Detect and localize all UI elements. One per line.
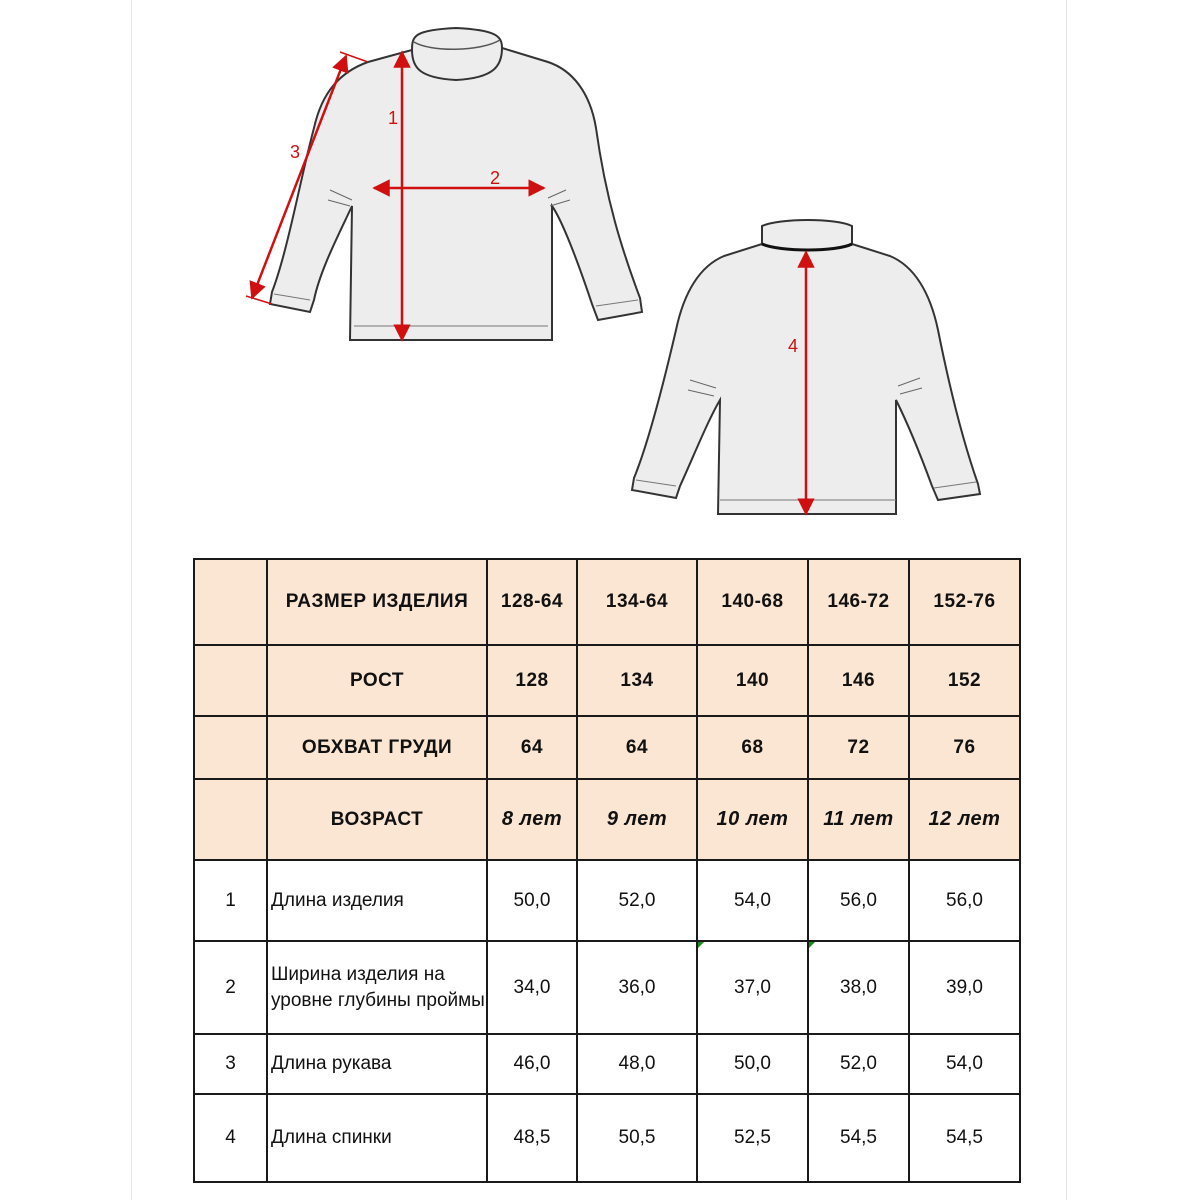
- header-value-cell: 128-64: [487, 559, 577, 645]
- measurement-value: 52,0: [808, 1034, 909, 1094]
- header-value-cell: 128: [487, 645, 577, 716]
- header-value-cell: 152: [909, 645, 1020, 716]
- header-value-cell: 146: [808, 645, 909, 716]
- measurement-value: 52,0: [577, 860, 697, 941]
- measurement-row: [194, 1094, 1020, 1182]
- blank-cell: [194, 779, 267, 860]
- row-header-label: РОСТ: [267, 645, 487, 716]
- header-value-cell: 140: [697, 645, 808, 716]
- measurement-row: [194, 1034, 1020, 1094]
- header-value-cell: 9 лет: [577, 779, 697, 860]
- header-value-cell: 146-72: [808, 559, 909, 645]
- measurement-value: 37,0: [697, 941, 808, 1034]
- header-value-cell: 8 лет: [487, 779, 577, 860]
- measurement-number: 3: [194, 1034, 267, 1094]
- row-header-label: ВОЗРАСТ: [267, 779, 487, 860]
- front-label-2: 2: [490, 168, 501, 188]
- garment-diagram: [0, 0, 1200, 540]
- chest-row: [194, 716, 1020, 779]
- measurement-value: 48,0: [577, 1034, 697, 1094]
- front-label-3: 3: [290, 142, 301, 162]
- measurement-name: Длина спинки: [267, 1094, 487, 1182]
- size-table: [193, 558, 1021, 1183]
- measurement-value: 50,0: [697, 1034, 808, 1094]
- header-value-cell: 152-76: [909, 559, 1020, 645]
- header-value-cell: 11 лет: [808, 779, 909, 860]
- header-value-cell: 10 лет: [697, 779, 808, 860]
- measurement-value: 39,0: [909, 941, 1020, 1034]
- header-value-cell: 12 лет: [909, 779, 1020, 860]
- row-header-label: РАЗМЕР ИЗДЕЛИЯ: [267, 559, 487, 645]
- header-value-cell: 64: [577, 716, 697, 779]
- measurement-value: 54,5: [909, 1094, 1020, 1182]
- measure-tick-3b: [246, 296, 272, 304]
- header-value-cell: 68: [697, 716, 808, 779]
- measurement-value: 50,0: [487, 860, 577, 941]
- front-label-1: 1: [388, 108, 399, 128]
- blank-cell: [194, 645, 267, 716]
- measurement-name: Длина рукава: [267, 1034, 487, 1094]
- header-value-cell: 76: [909, 716, 1020, 779]
- measurement-name: Длина изделия: [267, 860, 487, 941]
- front-garment: [246, 28, 642, 340]
- measurement-number: 2: [194, 941, 267, 1034]
- measurement-name: Ширина изделия на уровне глубины проймы: [267, 941, 487, 1034]
- age-row: [194, 779, 1020, 860]
- front-body-shape: [270, 28, 642, 340]
- back-label-4: 4: [788, 336, 799, 356]
- blank-cell: [194, 716, 267, 779]
- row-header-label: ОБХВАТ ГРУДИ: [267, 716, 487, 779]
- measurement-row: [194, 941, 1020, 1034]
- header-value-cell: 64: [487, 716, 577, 779]
- measurement-value: 36,0: [577, 941, 697, 1034]
- measurement-value: 46,0: [487, 1034, 577, 1094]
- measurement-value: 34,0: [487, 941, 577, 1034]
- measurement-number: 4: [194, 1094, 267, 1182]
- measurement-value: 54,5: [808, 1094, 909, 1182]
- measurement-value: 48,5: [487, 1094, 577, 1182]
- height-row: [194, 645, 1020, 716]
- header-value-cell: 134-64: [577, 559, 697, 645]
- measurement-number: 1: [194, 860, 267, 941]
- measurement-value: 56,0: [808, 860, 909, 941]
- size-row: [194, 559, 1020, 645]
- header-value-cell: 134: [577, 645, 697, 716]
- measurement-value: 38,0: [808, 941, 909, 1034]
- measurement-row: [194, 860, 1020, 941]
- measurement-value: 52,5: [697, 1094, 808, 1182]
- measurement-value: 54,0: [909, 1034, 1020, 1094]
- measurement-value: 56,0: [909, 860, 1020, 941]
- back-garment: [632, 220, 980, 514]
- blank-cell: [194, 559, 267, 645]
- header-value-cell: 140-68: [697, 559, 808, 645]
- measurement-value: 50,5: [577, 1094, 697, 1182]
- header-value-cell: 72: [808, 716, 909, 779]
- measurement-value: 54,0: [697, 860, 808, 941]
